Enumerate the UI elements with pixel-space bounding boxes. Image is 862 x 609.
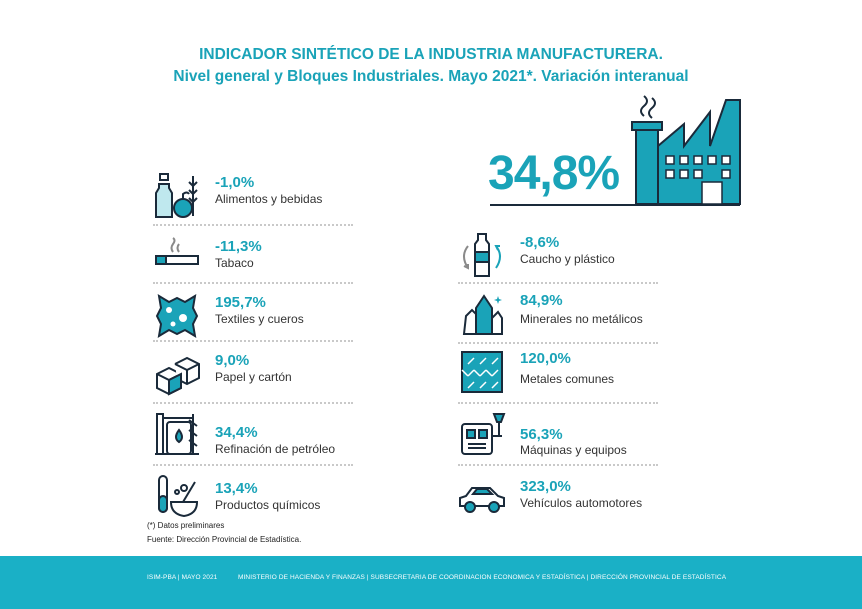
maquinas-value: 56,3% <box>520 426 563 443</box>
vehiculos-label: Vehículos automotores <box>520 496 643 510</box>
alimentos-label: Alimentos y bebidas <box>215 192 323 206</box>
headline-value: 34,8% <box>488 147 620 200</box>
minerales-value: 84,9% <box>520 292 563 309</box>
divider <box>458 282 658 284</box>
divider <box>458 402 658 404</box>
tabaco-label: Tabaco <box>215 256 254 270</box>
minerales-label: Minerales no metálicos <box>520 312 643 326</box>
papel-label: Papel y cartón <box>215 370 292 384</box>
divider <box>153 464 353 466</box>
metal-plate-icon <box>458 348 506 396</box>
textiles-value: 195,7% <box>215 294 266 311</box>
refinacion-label: Refinación de petróleo <box>215 442 336 456</box>
food-drinks-icon <box>153 172 201 220</box>
title-line-1: INDICADOR SINTÉTICO DE LA INDUSTRIA MANUFACTURERA. <box>199 46 663 63</box>
papel-value: 9,0% <box>215 352 250 369</box>
divider <box>458 342 658 344</box>
factory-icon <box>622 94 750 206</box>
footer-bar <box>0 556 862 609</box>
car-icon <box>458 472 506 520</box>
crystals-icon <box>458 290 506 338</box>
maquinas-label: Máquinas y equipos <box>520 443 627 457</box>
quimicos-label: Productos químicos <box>215 498 321 512</box>
note-source: Fuente: Dirección Provincial de Estadística. <box>147 535 302 544</box>
metales-label: Metales comunes <box>520 372 615 386</box>
refinacion-value: 34,4% <box>215 424 258 441</box>
alimentos-value: -1,0% <box>215 174 255 191</box>
divider <box>153 402 353 404</box>
machine-icon <box>458 410 506 458</box>
caucho-value: -8,6% <box>520 234 560 251</box>
divider <box>458 464 658 466</box>
leather-icon <box>153 292 201 340</box>
chemistry-icon <box>153 472 201 520</box>
divider <box>153 224 353 226</box>
quimicos-value: 13,4% <box>215 480 258 497</box>
plastic-bottle-icon <box>458 232 506 280</box>
vehiculos-value: 323,0% <box>520 478 571 495</box>
metales-value: 120,0% <box>520 350 571 367</box>
oil-refinery-icon <box>153 410 201 458</box>
boxes-icon <box>153 350 201 398</box>
divider <box>153 340 353 342</box>
footer-right: MINISTERIO DE HACIENDA Y FINANZAS | SUBSECRETARIA DE COORDINACION ECONOMICA Y ESTADÍSTICA | DIRECCIÓN PROVINCIAL DE ESTADÍSTICA <box>238 574 727 581</box>
footer-left: ISIM-PBA | MAYO 2021 <box>147 574 218 581</box>
cigarette-icon <box>153 236 201 284</box>
divider <box>153 282 353 284</box>
tabaco-value: -11,3% <box>215 238 262 255</box>
title-line-2: Nivel general y Bloques Industriales. Mayo 2021*. Variación interanual <box>173 68 689 85</box>
textiles-label: Textiles y cueros <box>215 312 304 326</box>
note-preliminary: (*) Datos preliminares <box>147 521 225 530</box>
caucho-label: Caucho y plástico <box>520 252 615 266</box>
